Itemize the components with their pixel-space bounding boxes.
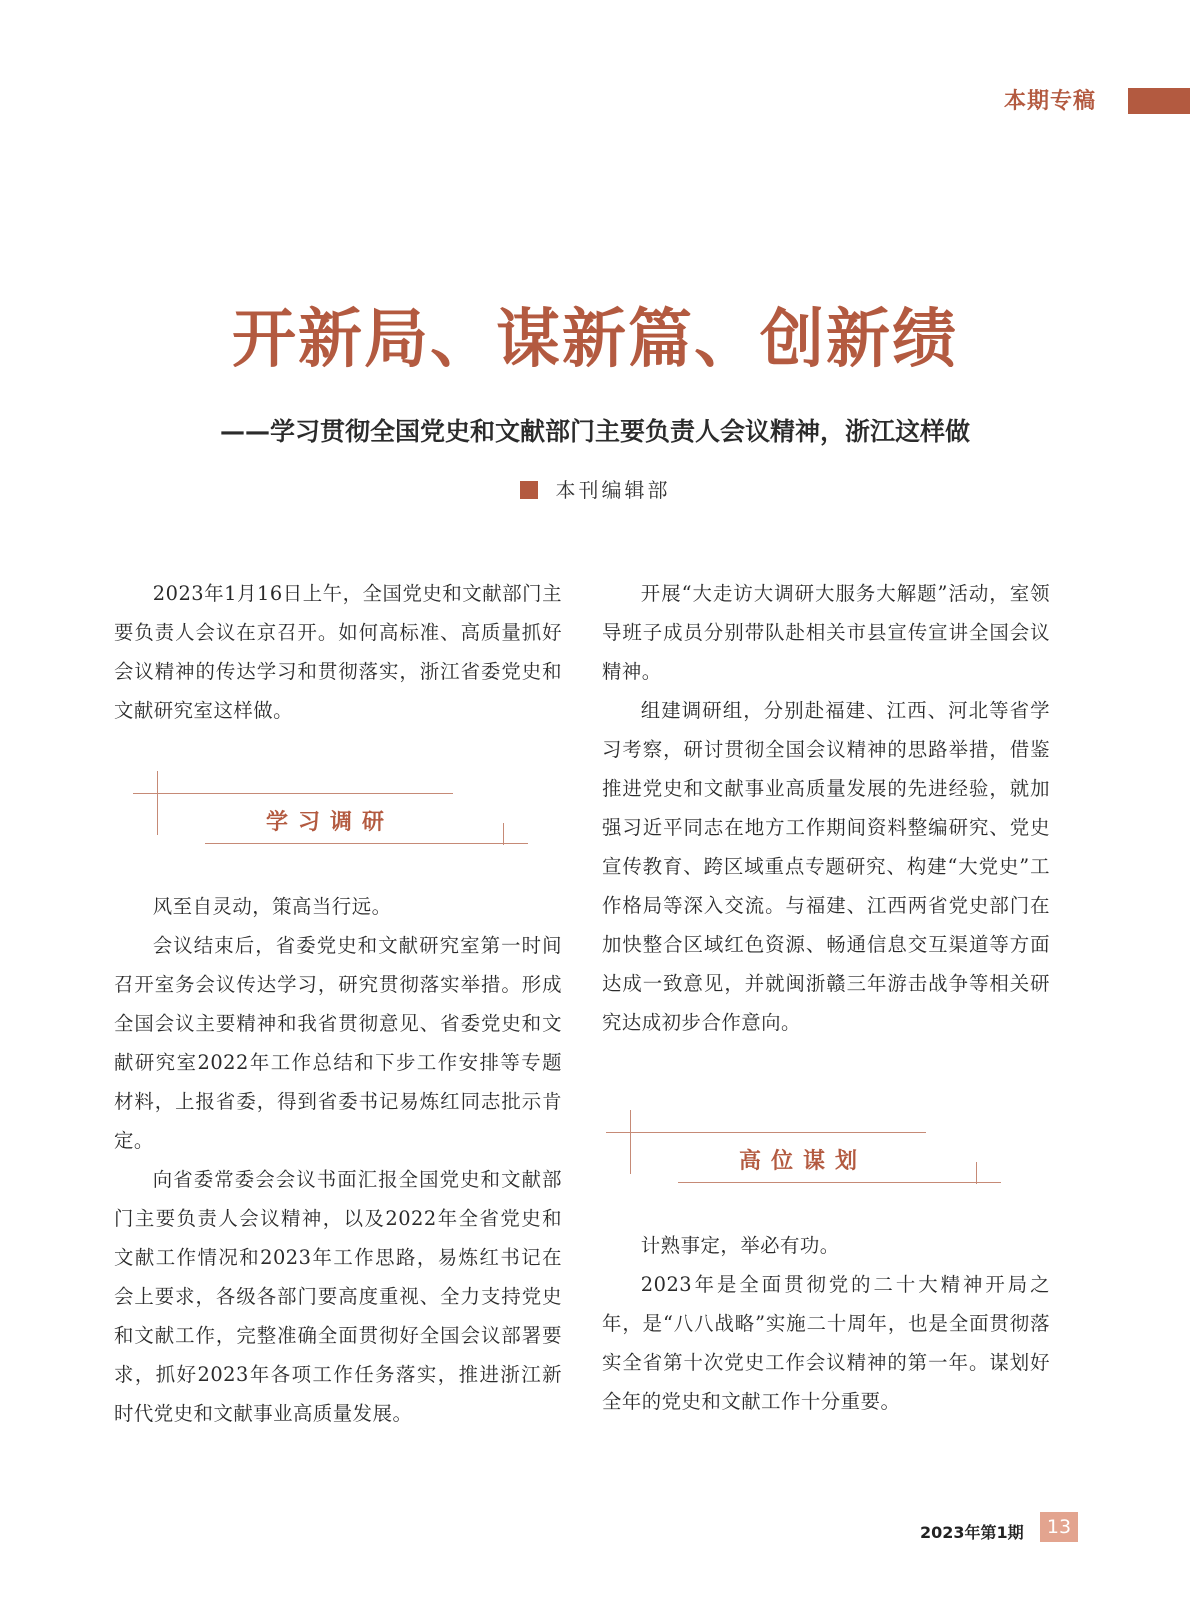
byline-square-icon (520, 481, 538, 499)
heading-study-research (133, 771, 528, 847)
heading-rule (630, 1110, 631, 1174)
heading-high-planning (606, 1110, 1001, 1186)
heading-rule (157, 771, 158, 835)
heading-rule (133, 793, 453, 794)
heading-rule (205, 843, 528, 844)
heading-text: 高位谋划 (738, 1149, 867, 1174)
body-paragraph: 组建调研组，分别赴福建、江西、河北等省学习考察，研讨贯彻全国会议精神的思路举措，借鉴推进党史和文献事业高质量发展的先进经验，就加强习近平同志在地方工作期间资料整编研究、党史宣传教育、跨区域重点专题研究、构建“大党史”工作格局等深入交流。与福建、江西两省党史部门在加快整合区域红色资源、畅通信息交互渠道等方面达成一致意见，并就闽浙赣三年游击战争等相关研究达成初步合作意向。 (602, 699, 1050, 1034)
byline (0, 474, 1190, 503)
section-tag-bar (1128, 88, 1190, 114)
right-column-top (602, 574, 1050, 1042)
heading-rule (976, 1162, 977, 1184)
left-column-body (114, 887, 562, 1433)
intro-paragraph: 2023年1月16日上午，全国党史和文献部门主要负责人会议在京召开。如何高标准、高质量抓好会议精神的传达学习和贯彻落实，浙江省委党史和文献研究室这样做。 (114, 582, 562, 722)
heading-rule (606, 1132, 926, 1133)
page-number: 13 (1040, 1512, 1078, 1542)
body-paragraph: 会议结束后，省委党史和文献研究室第一时间召开室务会议传达学习，研究贯彻落实举措。形成全国会议主要精神和我省贯彻意见、省委党史和文献研究室2022年工作总结和下步工作安排等专题材料，上报省委，得到省委书记易炼红同志批示肯定。 (114, 934, 562, 1152)
body-paragraph: 计熟事定，举必有功。 (640, 1234, 840, 1257)
heading-text: 学习调研 (265, 810, 394, 835)
left-column-intro (114, 574, 562, 730)
section-tag: 本期专稿 (1003, 89, 1096, 114)
body-paragraph: 2023年是全面贯彻党的二十大精神开局之年，是“八八战略”实施二十周年，也是全面贯彻落实全省第十次党史工作会议精神的第一年。谋划好全年的党史和文献工作十分重要。 (602, 1273, 1050, 1413)
body-paragraph: 向省委常委会会议书面汇报全国党史和文献部门主要负责人会议精神，以及2022年全省党史和文献工作情况和2023年工作思路，易炼红书记在会上要求，各级各部门要高度重视、全力支持党史和文献工作，完整准确全面贯彻好全国会议部署要求，抓好2023年各项工作任务落实，推进浙江新时代党史和文献事业高质量发展。 (114, 1168, 562, 1425)
heading-rule (678, 1182, 1001, 1183)
heading-rule (503, 823, 504, 845)
article-title: 开新局、谋新篇、创新绩 (232, 302, 958, 377)
body-paragraph: 风至自灵动，策高当行远。 (152, 895, 392, 918)
right-column-bottom (602, 1226, 1050, 1421)
article-subtitle: ——学习贯彻全国党史和文献部门主要负责人会议精神，浙江这样做 (219, 417, 970, 446)
body-paragraph: 开展“大走访大调研大服务大解题”活动，室领导班子成员分别带队赴相关市县宣传宣讲全国会议精神。 (602, 582, 1050, 683)
issue-label: 2023年第1期 (920, 1523, 1024, 1542)
byline-author: 本刊编辑部 (555, 478, 671, 502)
